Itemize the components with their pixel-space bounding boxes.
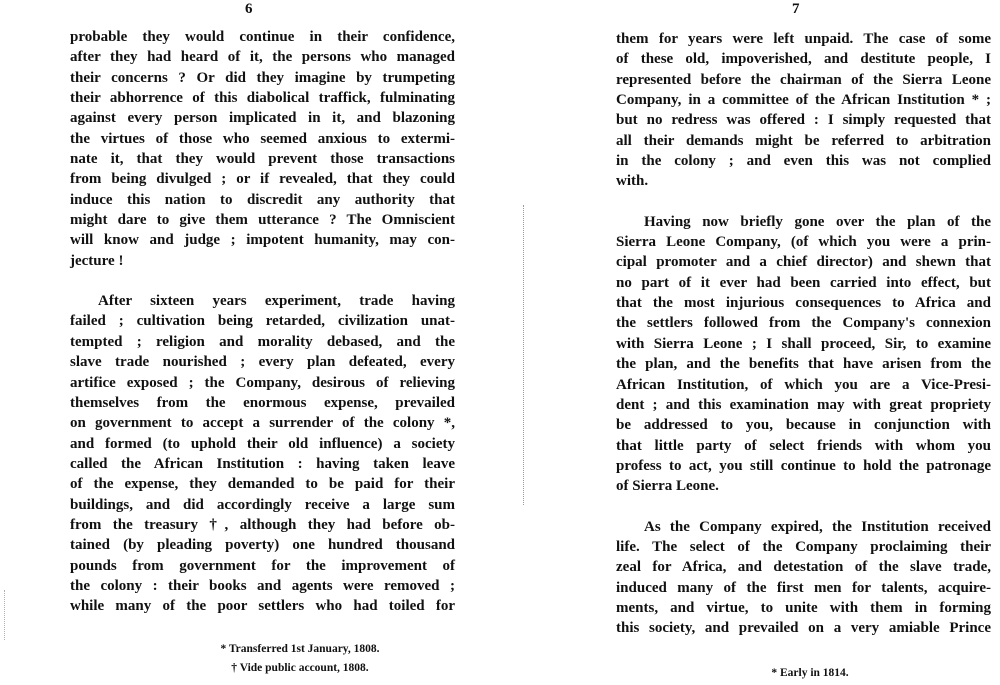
text-line: with Sierra Leone ; I shall proceed, Sir, to examine xyxy=(616,335,991,352)
text-line: them for years were left unpaid. The case of some xyxy=(616,31,991,47)
right-page-text xyxy=(616,29,991,639)
text-line: themselves from the enormous expense, prevailed xyxy=(70,394,455,411)
text-line: cipal promoter and a chief director) and shewn that xyxy=(616,254,991,271)
text-line: induce this nation to discredit any authority that xyxy=(70,191,455,208)
text-line: their abhorrence of this diabolical traffick, fulminating xyxy=(70,90,455,107)
text-line: After sixteen years experiment, trade having xyxy=(98,293,455,310)
text-line: buildings, and did accordingly receive a large sum xyxy=(70,496,455,513)
text-line: might dare to give them utterance ? The Omniscient xyxy=(70,212,455,229)
text-line: while many of the poor settlers who had toiled for xyxy=(70,598,455,615)
text-line: on government to accept a surrender of the colony *, xyxy=(70,415,455,432)
left-footnotes xyxy=(150,640,450,678)
text-line: in the colony ; and even this was not complied xyxy=(616,153,991,170)
paragraph-break xyxy=(70,271,455,291)
text-line: zeal for Africa, and detestation of the slave trade, xyxy=(616,559,991,576)
text-line: the virtues of those who seemed anxious to extermi- xyxy=(70,130,455,147)
text-line: profess to act, you still continue to hold the patronage xyxy=(616,457,991,474)
text-line: no part of it ever had been carried into effect, but xyxy=(616,274,991,291)
text-line: from the treasury †, although they had before ob- xyxy=(70,516,455,533)
footnote: * Transferred 1st January, 1808. xyxy=(220,643,380,655)
page-edge-mark xyxy=(4,590,6,640)
text-line: the settlers followed from the Company's connexion xyxy=(616,315,991,332)
text-line: will know and judge ; impotent humanity, may con- xyxy=(70,232,455,249)
text-line: failed ; cultivation being retarded, civilization unat- xyxy=(70,313,455,330)
right-footnotes xyxy=(710,664,910,683)
footnote: † Vide public account, 1808. xyxy=(231,662,369,674)
text-line: of these old, impoverished, and destitute people, I xyxy=(616,51,991,68)
text-line: be addressed to you, because in conjunction with xyxy=(616,417,991,434)
text-line: represented before the chairman of the Sierra Leone xyxy=(616,71,991,88)
left-page-text xyxy=(70,27,455,617)
text-line: called the African Institution : having taken leave xyxy=(70,455,455,472)
text-line: tained (by pleading poverty) one hundred thousand xyxy=(70,537,455,554)
text-line: pounds from government for the improvement of xyxy=(70,557,455,574)
text-line: from being divulged ; or if revealed, that they could xyxy=(70,171,455,188)
text-line: but no redress was offered : I simply requested that xyxy=(616,112,991,129)
text-line: artifice exposed ; the Company, desirous of relieving xyxy=(70,374,455,391)
text-line: this society, and prevailed on a very amiable Prince xyxy=(616,620,991,637)
text-line: that the most injurious consequences to Africa and xyxy=(616,295,991,312)
text-line: of Sierra Leone. xyxy=(616,478,719,495)
text-line: their concerns ? Or did they imagine by trumpeting xyxy=(70,69,455,86)
text-line: all their demands might be referred to arbitration xyxy=(616,132,991,149)
text-line: dent ; and this examination may with great propriety xyxy=(616,396,991,413)
text-line: African Institution, of which you are a Vice-Presi- xyxy=(616,376,991,393)
text-line: ments, and virtue, to unite with them in forming xyxy=(616,599,991,616)
footnote: * Early in 1814. xyxy=(771,667,849,679)
text-line: slave trade nourished ; every plan defeated, every xyxy=(70,354,455,371)
text-line: the plan, and the benefits that have arisen from the xyxy=(616,356,991,373)
text-line: the colony : their books and agents were removed ; xyxy=(70,577,455,594)
text-line: jecture ! xyxy=(70,252,124,269)
text-line: after they had heard of it, the persons who managed xyxy=(70,49,455,66)
right-page xyxy=(520,0,1000,685)
text-line: probable they would continue in their confidence, xyxy=(70,29,455,45)
paragraph-break xyxy=(616,192,991,212)
text-line: life. The select of the Company proclaiming their xyxy=(616,538,991,555)
text-line: As the Company expired, the Institution received xyxy=(644,518,991,535)
text-line: tempted ; religion and morality debased, and the xyxy=(70,333,455,350)
text-line: induced many of the first men for talents, acquire- xyxy=(616,579,991,596)
text-line: of the expense, they demanded to be paid for their xyxy=(70,476,455,493)
text-line: and formed (to uphold their old influence) a society xyxy=(70,435,455,452)
left-page-number: 6 xyxy=(245,1,253,17)
paragraph-break xyxy=(616,497,991,517)
right-page-number: 7 xyxy=(792,1,800,17)
text-line: Having now briefly gone over the plan of the xyxy=(644,213,991,230)
text-line: Company, in a committee of the African Institution * ; xyxy=(616,92,991,109)
text-line: nate it, that they would prevent those transactions xyxy=(70,151,455,168)
text-line: that little party of select friends with whom you xyxy=(616,437,991,454)
text-line: with. xyxy=(616,173,649,190)
text-line: against every person implicated in it, and blazoning xyxy=(70,110,455,127)
text-line: Sierra Leone Company, (of which you were a prin- xyxy=(616,234,991,251)
